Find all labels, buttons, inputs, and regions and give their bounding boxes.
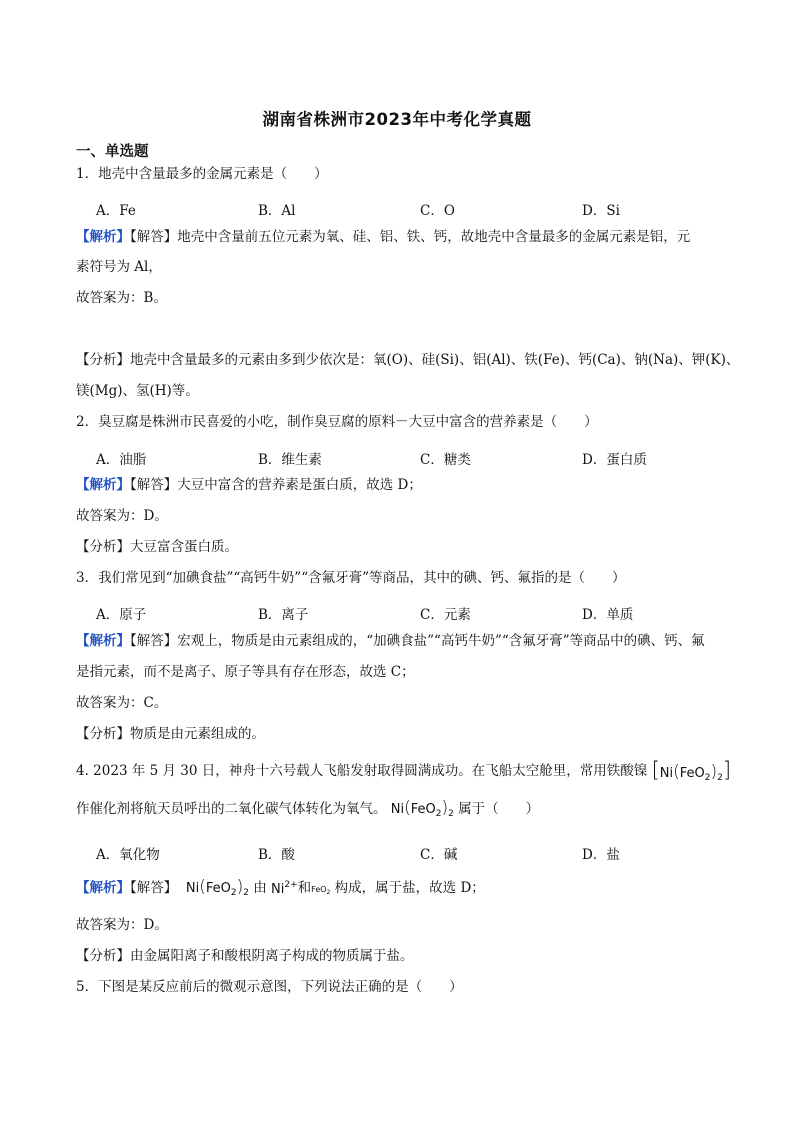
option-b: B．酸 xyxy=(258,847,295,863)
option-c: C．糖类 xyxy=(420,452,471,468)
analysis-tag: 【解析】 xyxy=(76,633,130,649)
solution-text: 地壳中含量前五位元素为氧、硅、铝、铁、钙，故地壳中含量最多的金属元素是铝，元 xyxy=(177,229,691,245)
question-1-analysis-cont: 镁(Mg)、氢(H)等。 xyxy=(76,383,199,399)
option-d: D．蛋白质 xyxy=(582,452,647,468)
analysis-tag: 【解析】 xyxy=(76,477,130,493)
question-3-solution xyxy=(76,635,705,649)
question-4-analysis xyxy=(76,950,414,964)
question-2-stem: 2．臭豆腐是株洲市民喜爱的小吃，制作臭豆腐的原料－大豆中富含的营养素是（ ） xyxy=(76,414,598,430)
question-4-options xyxy=(96,843,736,861)
question-3-solution-cont: 是指元素，而不是离子、原子等具有存在形态，故选 C； xyxy=(76,664,415,680)
analysis-label: 【分析】 xyxy=(76,539,130,555)
formula-ni-feo2: $Ni(FeO_2)_2$ xyxy=(185,877,249,898)
answer-tag: 【解答】 xyxy=(130,633,178,649)
analysis-label: 【分析】 xyxy=(76,726,130,742)
formula-ni-feo2-bracketed: $[Ni(FeO_2)_2]$ xyxy=(651,758,732,783)
analysis-label: 【分析】 xyxy=(76,352,130,368)
question-4-answer: 故答案为：D。 xyxy=(76,917,168,933)
question-1-solution-cont: 素符号为 Al， xyxy=(76,259,162,275)
question-4-stem-cont xyxy=(76,800,539,819)
question-1-stem: 1．地壳中含量最多的金属元素是（ ） xyxy=(76,166,328,182)
question-3-stem: 3．我们常见到“加碘食盐”“高钙牛奶”“含氟牙膏”等商品，其中的碘、钙、氟指的是（ ） xyxy=(76,570,626,586)
option-c: C．元素 xyxy=(420,607,471,623)
stem-text: 4. 2023 年 5 月 30 日，神舟十六号载人飞船发射取得圆满成功。在飞船太空舱里，常用铁酸镍 xyxy=(76,763,648,779)
question-4-stem xyxy=(76,760,731,783)
question-2-answer: 故答案为：D。 xyxy=(76,508,168,524)
question-1-options xyxy=(96,199,736,217)
section-heading: 一、单选题 xyxy=(76,144,149,160)
answer-tag: 【解答】 xyxy=(130,229,178,245)
option-d: D．单质 xyxy=(582,607,634,623)
option-c: C．碱 xyxy=(420,847,458,863)
analysis-text: 大豆富含蛋白质。 xyxy=(130,539,238,555)
option-c: C．O xyxy=(420,203,455,219)
question-2-solution xyxy=(76,479,422,493)
solution-text: 大豆中富含的营养素是蛋白质，故选 D； xyxy=(177,477,422,493)
answer-tag: 【解答】 xyxy=(130,880,178,896)
formula-ni-feo2: $Ni(FeO_2)_2$ xyxy=(390,798,454,819)
solution-text: 宏观上，物质是由元素组成的，“加碘食盐”“高钙牛奶”“含氟牙膏”等商品中的碘、钙、氟 xyxy=(177,633,705,649)
option-b: B．Al xyxy=(258,203,296,219)
analysis-text: 物质是由元素组成的。 xyxy=(130,726,265,742)
answer-tag: 【解答】 xyxy=(130,477,178,493)
option-d: D．盐 xyxy=(582,847,620,863)
document-title: 湖南省株洲市2023年中考化学真题 xyxy=(262,110,532,129)
question-2-options xyxy=(96,448,736,466)
analysis-text: 地壳中含量最多的元素由多到少依次是：氧(O)、硅(Si)、铝(Al)、铁(Fe)、钙(Ca)、钠(Na)、钾(K)、 xyxy=(130,352,740,368)
option-b: B．维生素 xyxy=(258,452,322,468)
option-d: D．Si xyxy=(582,203,620,219)
question-4-solution: 【解析】【解答】 $Ni(FeO_2)_2$ 由 $Ni^{2+}$和FeO$_2$ 构成，属于盐，故选 D； xyxy=(76,877,485,898)
stem-text-end: 属于（ ） xyxy=(453,801,540,817)
option-a: A．Fe xyxy=(96,203,136,219)
question-3-analysis xyxy=(76,728,265,742)
question-2-analysis xyxy=(76,541,238,555)
stem-text: 作催化剂将航天员呼出的二氧化碳气体转化为氧气。 xyxy=(76,801,387,817)
option-a: A．油脂 xyxy=(96,452,147,468)
question-3-answer: 故答案为：C。 xyxy=(76,695,168,711)
question-1-analysis xyxy=(76,354,739,368)
ni-ion: $Ni^{2+}$ xyxy=(271,880,298,897)
analysis-tag: 【解析】 xyxy=(76,880,130,896)
analysis-label: 【分析】 xyxy=(76,948,130,964)
analysis-tag: 【解析】 xyxy=(76,229,130,245)
option-a: A．氧化物 xyxy=(96,847,160,863)
question-5-stem: 5．下图是某反应前后的微观示意图，下列说法正确的是（ ） xyxy=(76,979,463,995)
option-b: B．离子 xyxy=(258,607,309,623)
option-a: A．原子 xyxy=(96,607,147,623)
ferrite-ion: FeO$_2$ xyxy=(311,885,331,896)
question-3-options xyxy=(96,603,736,621)
analysis-text: 由金属阳离子和酸根阴离子构成的物质属于盐。 xyxy=(130,948,414,964)
question-1-answer: 故答案为：B。 xyxy=(76,290,167,306)
question-1-solution xyxy=(76,231,690,245)
